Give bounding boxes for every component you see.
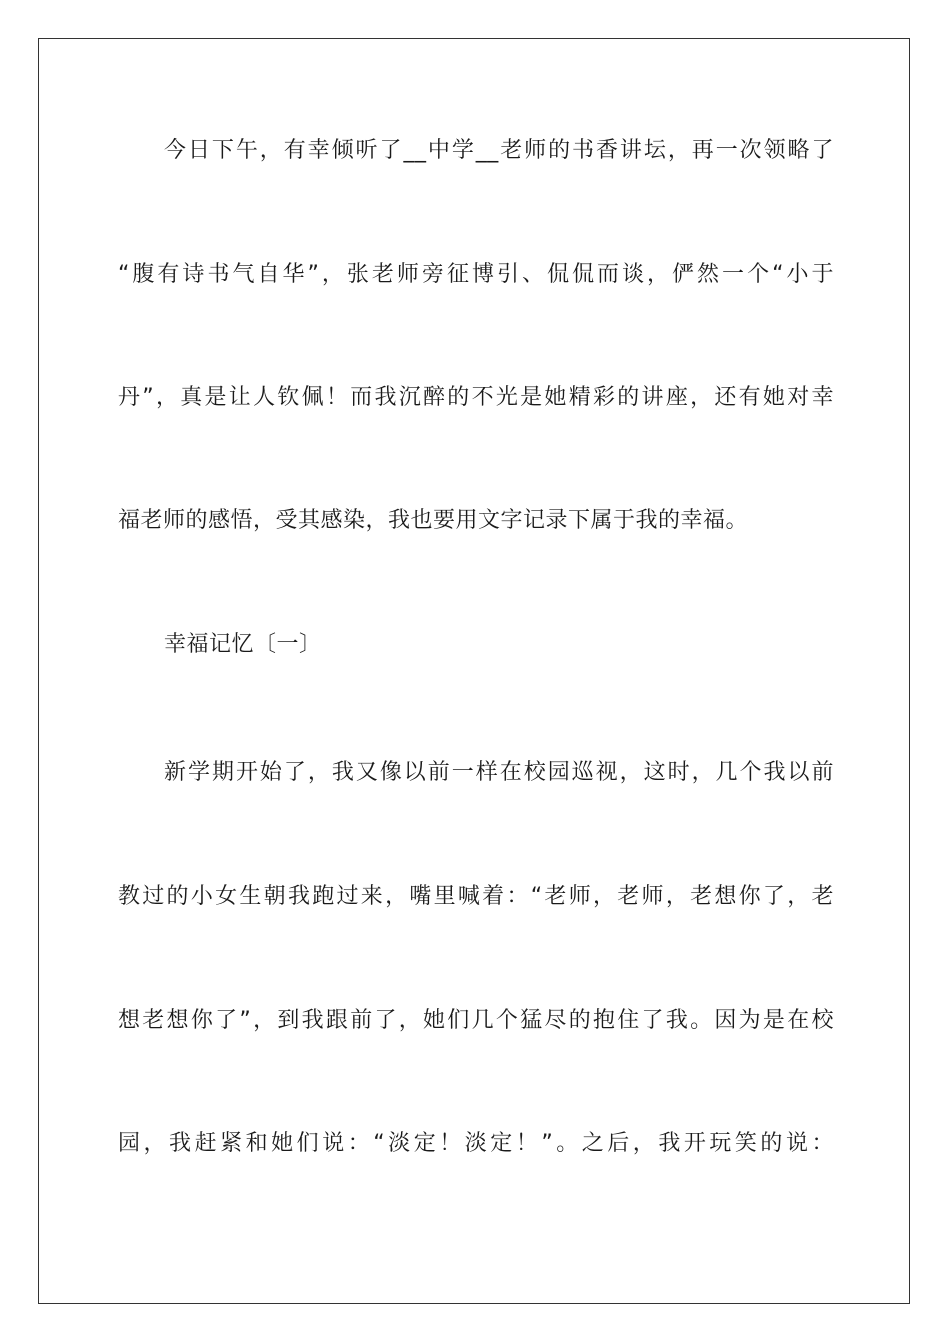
paragraph-2-line-4: 园，我赶紧和她们说：“淡定！淡定！”。之后，我开玩笑的说： [118,1131,834,1156]
paragraph-2-line-3: 想老想你了”，到我跟前了，她们几个猛尽的抱住了我。因为是在校 [118,1008,834,1033]
paragraph-1-line-1: 今日下午，有幸倾听了__中学__老师的书香讲坛，再一次领略了 [164,138,834,163]
section-heading: 幸福记忆〔一〕 [164,632,322,657]
paragraph-1-line-4: 福老师的感悟，受其感染，我也要用文字记录下属于我的幸福。 [118,508,749,533]
paragraph-1-line-2: “腹有诗书气自华”，张老师旁征博引、侃侃而谈，俨然一个“小于 [118,262,834,287]
paragraph-2-line-2: 教过的小女生朝我跑过来，嘴里喊着：“老师，老师，老想你了，老 [118,884,834,909]
page-border [38,38,910,1304]
paragraph-2-line-1: 新学期开始了，我又像以前一样在校园巡视，这时，几个我以前 [164,760,834,785]
paragraph-1-line-3: 丹”，真是让人钦佩！而我沉醉的不光是她精彩的讲座，还有她对幸 [118,385,834,410]
